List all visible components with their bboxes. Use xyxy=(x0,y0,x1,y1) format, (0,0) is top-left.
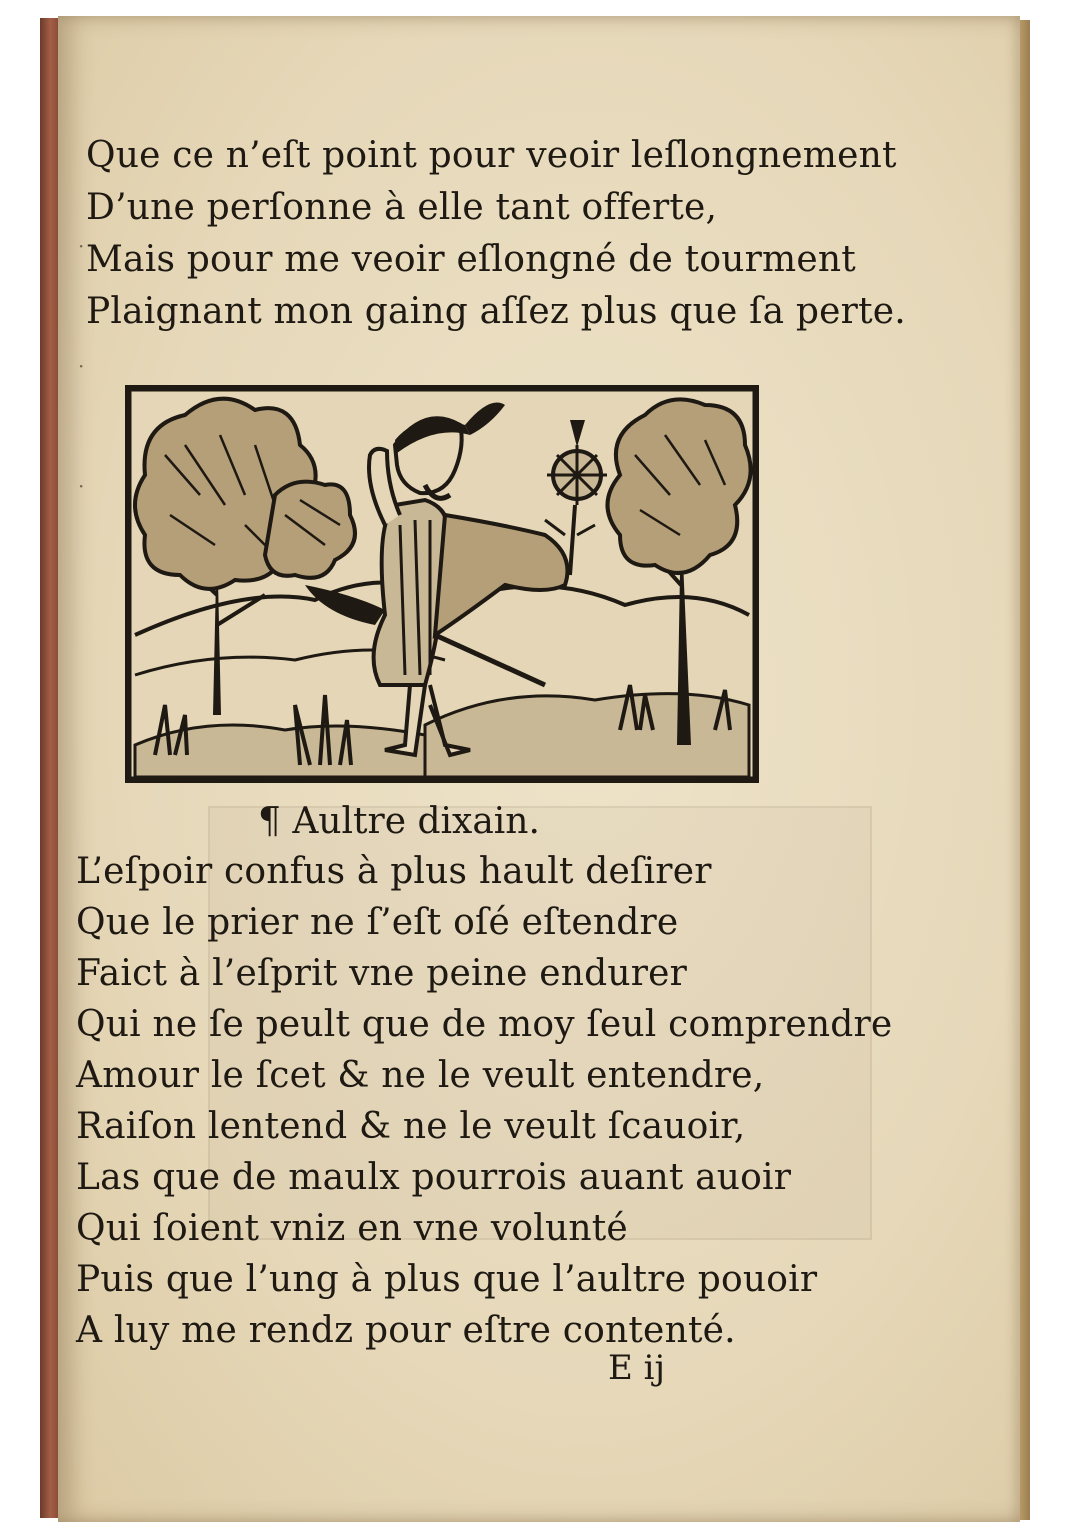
poem-top-stanza xyxy=(86,130,906,338)
poem-line: Qui ſoient vniz en vne volunté xyxy=(76,1208,628,1249)
poem-line: Que ce n’eſt point pour veoir leſlongnement xyxy=(86,135,897,176)
poem-line: Que le prier ne ſ’eſt oſé eſtendre xyxy=(76,902,679,943)
woodcut-illustration-icon xyxy=(125,385,759,783)
section-heading: ¶ Aultre dixain. xyxy=(258,801,540,842)
poem-dixain xyxy=(76,846,892,1356)
poem-line: Qui ne ſe peult que de moy ſeul comprendre xyxy=(76,1004,893,1045)
poem-line: Amour le ſcet & ne le veult entendre, xyxy=(76,1055,765,1096)
poem-line: Raiſon lentend & ne le veult ſcauoir, xyxy=(76,1106,746,1147)
signature-mark: E ij xyxy=(608,1348,666,1388)
poem-line: D’une perſonne à elle tant offerte, xyxy=(86,187,718,228)
poem-line: Mais pour me veoir eſlongné de tourment xyxy=(86,239,856,280)
bleed-through-marks-left: · · · xyxy=(78,234,85,498)
poem-line: L’eſpoir confus à plus hault deſirer xyxy=(76,851,712,892)
poem-line: A luy me rendz pour eſtre contenté. xyxy=(76,1310,736,1351)
poem-line: Plaignant mon gaing aſſez plus que ſa perte. xyxy=(86,291,906,332)
poem-line: Faict à l’eſprit vne peine endurer xyxy=(76,953,688,994)
poem-line: Las que de maulx pourrois auant auoir xyxy=(76,1157,792,1198)
poem-line: Puis que l’ung à plus que l’aultre pouoir xyxy=(76,1259,818,1300)
